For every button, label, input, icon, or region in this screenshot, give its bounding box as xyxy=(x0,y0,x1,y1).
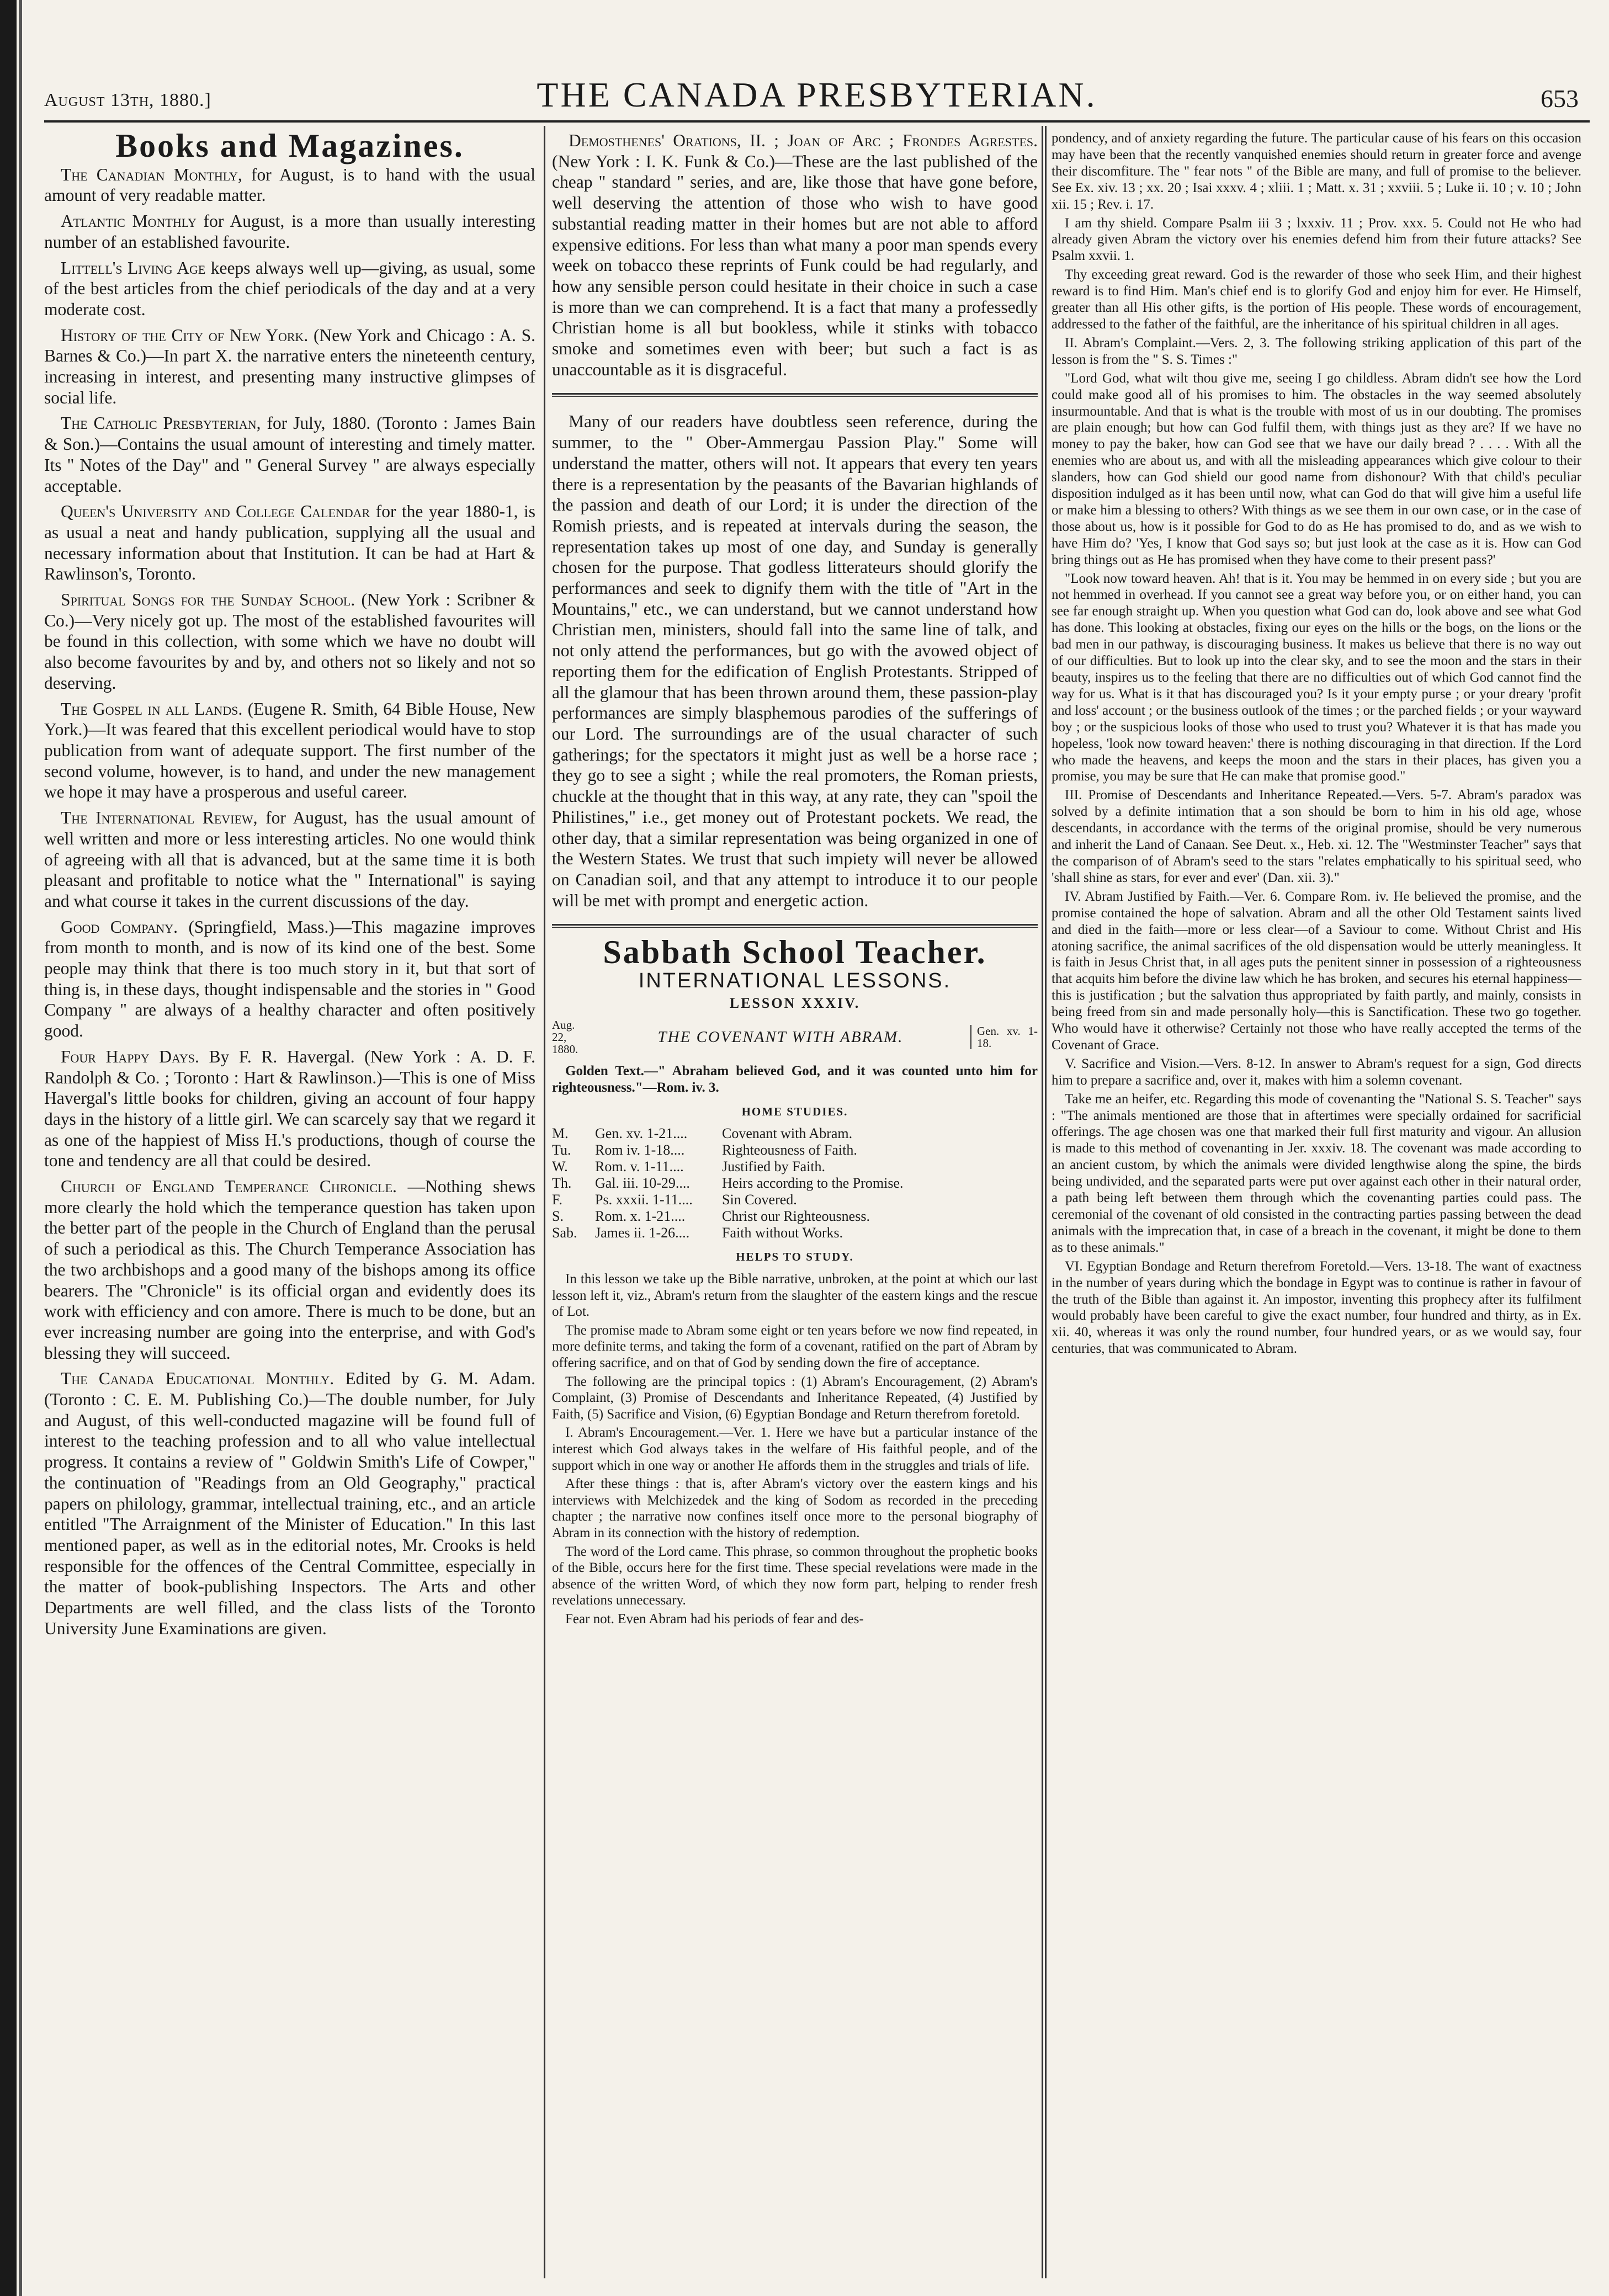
book-review-title: The Catholic Presbyterian, xyxy=(61,413,261,433)
lesson-paragraph: pondency, and of anxiety regarding the future. The particular cause of his fears on this occasion may have been that the recently vanquished enemies should return in greater force and avenge their discomfiture. The " fear nots " of the Bible are many, and full of promise to the believer. See Ex. xiv. 13 ; xx. 20 ; Isai xxxv. 4 ; xliii. 1 ; Matt. x. 31 ; xxviii. 5 ; Luke ii. 10 ; v. 10 ; John xii. 15 ; Rev. i. 17. xyxy=(1052,131,1581,212)
home-study-text: Righteousness of Faith. xyxy=(722,1142,857,1158)
book-review-title: Spiritual Songs for the Sunday School. xyxy=(61,590,355,610)
book-review-text: (Eugene R. Smith, 64 Bible House, New York.)—It was feared that this excellent periodical would have to stop publication from want of adequate support. The first number of the second volume, however, is to hand, and under the new management we hope it may have a prosperous and useful career. xyxy=(44,699,536,802)
book-review-item xyxy=(44,589,535,694)
home-studies-list xyxy=(552,1125,1038,1241)
sabbath-heading: Sabbath School Teacher. xyxy=(603,934,987,971)
lesson-paragraph: II. Abram's Complaint.—Vers. 2, 3. The following striking application of this part of the lesson is from the " S. S. Times :" xyxy=(1052,335,1581,367)
home-study-text: Covenant with Abram. xyxy=(722,1125,853,1142)
book-review-title: The Gospel in all Lands. xyxy=(61,699,243,719)
lesson-paragraph: III. Promise of Descendants and Inheritance Repeated.—Vers. 5-7. Abram's paradox was solved by a definite intimation that a son should be born to him in his old age, whose descendants, in accordance with the terms of the original promise, should be very numerous and inherit the Land of Canaan. See Deut. x., Heb. xi. 12. The "Westminster Teacher" says that the comparison of of Abram's seed to the stars "relates emphatically to his spiritual seed, who 'shall shine as stars, for ever and ever' (Dan. xii. 3)." xyxy=(1052,788,1581,885)
book-review-text: for July, 1880. (Toronto : James Bain & Son.)—Contains the usual amount of interesting and timely matter. Its " Notes of the Day" and " General Survey " are always especially acceptable. xyxy=(44,413,536,496)
home-study-day: Th. xyxy=(552,1175,572,1192)
binding-edge xyxy=(0,0,17,2296)
home-study-text: Heirs according to the Promise. xyxy=(722,1175,904,1192)
lesson-date: Aug. 22, 1880. xyxy=(552,1018,578,1056)
book-review-item xyxy=(44,1176,535,1363)
book-review-item xyxy=(44,501,535,584)
book-review-text: —Nothing shews more clearly the hold which the temperance question has taken upon the better part of the people in the Church of England than the perusal of such a periodical as this. The Church Temperance Association has the two archbishops and a good many of the bishops among its office bearers. The "Chronicle" is its official organ and evidently does its work with efficiency and con amore. There is much to be done, but an ever increasing number are going into the enterprise, and with God's blessing they will succeed. xyxy=(44,1177,536,1363)
book-review-title: The International Review, xyxy=(61,808,258,828)
passion-play-article: Many of our readers have doubtless seen reference, during the summer, to the " Ober-Ammergau Passion Play." Some will understand the matter, others will not. It appears that every ten years there is a representation by the peasants of the Bavarian highlands of the passion and death of our Lord; it is under the direction of the Romish priests, and is repeated at intervals during the season, the representation takes up most of one day, and Sunday is generally chosen for the purpose. That godless litterateurs should glorify the performances and seek to dignify them with the title of "Art in the Mountains," etc., we can understand, but we cannot understand how Christian men, ministers, should fall into the same line of talk, and not only attend the performances, but go with the avowed object of reporting them for the edification of English Protestants. Stripped of all the glamour that has been thrown around them, these passion-play performances are simply blasphemous parodies of the sufferings of our Lord. The surroundings are of the usual character of such gatherings; for the spectators it might just as well be a horse race ; they go to see a sight ; while the real promoters, the Roman priests, chuckle at the thought that in this way, at any rate, they can "spoil the Philistines," i.e., get money out of Protestant pockets. We read, the other day, that a similar representation was being organized in one of the Western States. We trust that such impiety will never be allowed on Canadian soil, and that any attempt to introduce it to our people will be met with prompt and energetic action. xyxy=(552,412,1038,910)
book-review-item xyxy=(44,807,535,912)
home-study-ref: Ps. xxxii. 1-11.... xyxy=(595,1192,693,1208)
lesson-paragraph: IV. Abram Justified by Faith.—Ver. 6. Compare Rom. iv. He believed the promise, and the promise contained the hope of salvation. Abram and all the other Old Testament saints lived and died in the faith—more or less clear—of a Saviour to come. Without Christ and His atoning sacrifice, the animal sacrifices of the old dispensation would be utterly meaningless. It is faith in Jesus Christ that, in all ages puts the penitent sinner in possession of a righteousness that acquits him before the divine law which he has broken, and secures his eternal happiness—this is justification ; but the salvation thus appropriated by faith partly, and mainly, consists in being freed from sin and made personally holy—this is Sanctification. These two go together. Who would have it otherwise? Certainly not those who have really accepted the terms of the Covenant of Grace. xyxy=(1052,889,1581,1053)
home-study-ref: Gal. iii. 10-29.... xyxy=(595,1175,690,1192)
help-paragraph: The following are the principal topics : (1) Abram's Encouragement, (2) Abram's Complaint, (3) Promise of Descendants and Inheritance Repeated, (4) Justified by Faith, (5) Sacrifice and Vision, (6) Egyptian Bondage and Return therefrom foretold. xyxy=(552,1374,1038,1422)
column-rule-1 xyxy=(544,126,545,2278)
book-review-item xyxy=(44,164,535,206)
book-review-title: Littell's Living Age xyxy=(61,258,206,278)
masthead-rule xyxy=(44,120,1590,123)
demosthenes-title: Demosthenes' Orations, II. ; Joan of Arc ; Frondes Agrestes. xyxy=(569,131,1038,150)
books-list xyxy=(44,164,535,1639)
helps-heading: HELPS TO STUDY. xyxy=(736,1250,854,1264)
column-books xyxy=(44,127,536,1644)
lesson-paragraph: I am thy shield. Compare Psalm iii 3 ; lxxxiv. 11 ; Prov. xxx. 5. Could not He who had already given Abram the victory over his enemies defend him from their future attacks? See Psalm xxvii. 1. xyxy=(1052,215,1581,264)
book-review-text: Edited by G. M. Adam. (Toronto : C. E. M. Publishing Co.)—The double number, for July and August, of this well-conducted magazine will be found full of interest to the teaching profession and to all who value intellectual progress. It contains a review of " Goldwin Smith's Life of Cowper," the continuation of "Readings from an Old Geography," practical papers on philology, grammar, intellectual training, etc., and an article entitled "The Arraignment of the Minister of Education." In this last mentioned paper, as well as in the editorial notes, Mr. Crooks is held responsible for the offences of the Central Committee, especially in the matter of book-publishing Inspectors. The Arts and other Departments are well filled, and the class lists of the Toronto University June Examinations are given. xyxy=(44,1369,535,1638)
home-study-row xyxy=(552,1225,1038,1241)
page-number: 653 xyxy=(1541,84,1579,113)
home-study-day: W. xyxy=(552,1158,568,1175)
home-study-row xyxy=(552,1125,1038,1142)
lesson-paragraph: "Look now toward heaven. Ah! that is it. You may be hemmed in on every side ; but you are not hemmed in overhead. If you cannot see a great way before you, or on either hand, you can see far enough straight up. When you question what God can do, look above and see what God has done. This looking at obstacles, fixing our eyes on the hills or the bogs, on the lions or the bad men in our pathway, is discouraging business. It makes us believe that there is no way out of our difficulties. But to look up into the clear sky, and to see the moon and the stars in their beauty, inspires us to the feeling that there are no difficulties out of which God cannot find the way for us. What is it that has discouraged you? Is it your empty purse ; or your dreary 'profit and loss' account ; or the business outlook of the times ; or the parched fields ; or your wayward boy ; or the suspicious looks of those who used to trust you? Whatever it is that has made you hopeless, 'look now toward heaven:' there is nothing discouraging in that direction. If the Lord who made the heavens, and keeps the moon and the stars in their places, has given you a promise, you may be sure that He can make that promise good." xyxy=(1052,571,1581,784)
column-rule-2a xyxy=(1042,126,1043,2278)
book-review-title: Four Happy Days. xyxy=(61,1046,199,1066)
home-study-day: S. xyxy=(552,1208,564,1225)
demosthenes-review xyxy=(552,130,1038,380)
book-review-item xyxy=(44,325,535,408)
masthead xyxy=(44,66,1590,119)
book-review-text: By F. R. Havergal. (New York : A. D. F. Randolph & Co. ; Toronto : Hart & Rawlinson.)—This is one of Miss Havergal's little books for children, giving an account of four happy days in the history of a little girl. We can scarcely say that we regard it as one of the happiest of Miss H.'s productions, though of course the tone and tendency are all that could be desired. xyxy=(44,1046,536,1171)
home-study-row xyxy=(552,1192,1038,1208)
section-divider xyxy=(552,924,1038,928)
home-study-ref: Rom. x. 1-21.... xyxy=(595,1208,686,1225)
newspaper-title: THE CANADA PRESBYTERIAN. xyxy=(537,75,1097,114)
help-paragraph: In this lesson we take up the Bible narrative, unbroken, at the point at which our last lesson left it, viz., Abram's return from the slaughter of the eastern kings and the rescue of Lot. xyxy=(552,1272,1038,1320)
home-study-text: Justified by Faith. xyxy=(722,1158,826,1175)
column-middle xyxy=(552,130,1038,1629)
home-study-day: M. xyxy=(552,1125,569,1142)
books-heading: Books and Magazines. xyxy=(115,127,464,164)
book-review-item xyxy=(44,1046,535,1171)
book-review-title: The Canadian Monthly, xyxy=(61,164,242,184)
helps-to-study xyxy=(552,1271,1038,1627)
home-study-text: Christ our Righteousness. xyxy=(722,1208,870,1225)
book-review-title: Atlantic Monthly xyxy=(61,211,197,231)
book-review-title: Good Company. xyxy=(61,917,178,937)
lesson-paragraph: VI. Egyptian Bondage and Return therefrom Foretold.—Vers. 13-18. The want of exactness in the number of years during which the bondage in Egypt was to continue is rather in favour of the truth of the Bible than against it. An impostor, inventing this prophecy after its fulfilment would probably have been careful to give the exact number, four hundred and thirty, as in Ex. xii. 40, whereas it was only the round number, four hundred years, or as we would say, four centuries, that was communicated to Abram. xyxy=(1052,1258,1581,1357)
home-study-ref: Rom. v. 1-11.... xyxy=(595,1158,684,1175)
book-review-item xyxy=(44,413,535,496)
book-review-text: (New York and Chicago : A. S. Barnes & Co.)—In part X. the narrative enters the nineteenth century, increasing in interest, and presenting many instructive glimpses of social life. xyxy=(44,325,536,407)
binding-shadow xyxy=(19,0,22,2296)
lesson-paragraph: V. Sacrifice and Vision.—Vers. 8-12. In answer to Abram's request for a sign, God directs him to prepare a sacrifice and, over it, makes with him a solemn covenant. xyxy=(1052,1056,1581,1088)
help-paragraph: Fear not. Even Abram had his periods of fear and des- xyxy=(565,1611,864,1627)
book-review-text: keeps always well up—giving, as usual, some of the best articles from the chief periodicals of the day and at a very moderate cost. xyxy=(44,258,535,319)
book-review-title: Queen's University and College Calendar xyxy=(61,502,370,522)
help-paragraph: The word of the Lord came. This phrase, so common throughout the prophetic books of the Bible, occurs here for the first time. These special revelations were made in the absence of the written Word, of which they now form part, helping to render fresh revelations unnecessary. xyxy=(552,1544,1038,1608)
book-review-text: (Springfield, Mass.)—This magazine improves from month to month, and is now of its kind one of the best. Some people may think that there is too much story in it, but that sort of thing is, in these days, thought indispensable and the stories in " Good Company " are always of a healthy character and often positively good. xyxy=(44,917,536,1041)
lesson-title-row xyxy=(552,1019,1038,1055)
book-review-item xyxy=(44,211,535,252)
home-study-ref: Gen. xv. 1-21.... xyxy=(595,1125,688,1142)
book-review-item xyxy=(44,258,535,320)
book-review-text: for August, has the usual amount of well written and more or less interesting articles. No one would think of agreeing with all that is advanced, but at the same time it is both pleasant and profitable to notice what the " International" is saying and what course it takes in the current discussions of the day. xyxy=(44,808,535,911)
lesson-paragraph: "Lord God, what wilt thou give me, seeing I go childless. Abram didn't see how the Lord could make good all of his promises to him. The obstacles in the way seemed absolutely insurmountable. And that is what is the trouble with most of us in our doubting. The promises are plain enough; but how can God fulfil them, with things just as they are? If we have no money to pay the baker, how can God see that we have our daily bread ? . . . . With all the enemies who are about us, and with all the misleading appearances which give colour to their slanders, how can God shield our good name from dishonour? With that child's peculiar disposition indulged as it has been until now, what can God do that will give him a useful life or make him a blessing to others? With things as we see them in our own case, or in the case of those about us, how is it possible for God to do as He has promised to do, and as we wish to have Him do? 'Yes, I know that God says so; but just look at the case as it is. How can God bring things out as He has promised when they have come to their present pass?' xyxy=(1052,370,1581,567)
section-divider xyxy=(552,393,1038,397)
column-lesson-continued xyxy=(1052,130,1581,1359)
issue-date: August 13th, 1880.] xyxy=(44,90,211,110)
lesson-number: LESSON XXXIV. xyxy=(729,995,861,1011)
home-studies-heading: HOME STUDIES. xyxy=(741,1104,848,1118)
home-study-row xyxy=(552,1175,1038,1192)
book-review-title: The Canada Educational Monthly. xyxy=(61,1369,334,1389)
column-rule-2b xyxy=(1045,126,1047,2278)
lesson-reference: Gen. xv. 1-18. xyxy=(970,1025,1038,1049)
book-review-title: History of the City of New York. xyxy=(61,325,309,345)
golden-text: Golden Text.—" Abraham believed God, and it was counted unto him for righteousness."—Rom. iv. 3. xyxy=(552,1064,1038,1096)
home-study-ref: James ii. 1-26.... xyxy=(595,1225,690,1241)
book-review-item xyxy=(44,699,535,803)
home-study-row xyxy=(552,1142,1038,1158)
book-review-title: Church of England Temperance Chronicle. xyxy=(61,1177,397,1197)
home-study-day: F. xyxy=(552,1192,562,1208)
home-study-row xyxy=(552,1208,1038,1225)
home-study-ref: Rom iv. 1-18.... xyxy=(595,1142,685,1158)
help-paragraph: The promise made to Abram some eight or ten years before we now find repeated, in more definite terms, and taking the form of a covenant, ratified on the part of Abram by offering sacrifice, and on that of God by sending down the fire of acceptance. xyxy=(552,1322,1038,1370)
home-study-row xyxy=(552,1158,1038,1175)
help-paragraph: I. Abram's Encouragement.—Ver. 1. Here we have but a particular instance of the interest which God always takes in the welfare of His faithful people, and of the support which in one way or another He affords them in the struggles and trials of life. xyxy=(552,1425,1038,1473)
book-review-text: (New York : Scribner & Co.)—Very nicely got up. The most of the established favourites will be found in this collection, with some which we have no doubt will also become favourites by and by, and others not so likely and not so deserving. xyxy=(44,590,535,693)
home-study-text: Sin Covered. xyxy=(722,1192,797,1208)
lesson-title: THE COVENANT WITH ABRAM. xyxy=(657,1028,904,1046)
international-lessons-title: INTERNATIONAL LESSONS. xyxy=(638,969,952,993)
book-review-text: for August, is to hand with the usual amount of very readable matter. xyxy=(44,164,535,205)
lesson-paragraph: Thy exceeding great reward. God is the rewarder of those who seek Him, and their highest reward is to find Him. Man's chief end is to glorify God and enjoy him for ever. He Himself, greater than all His other gifts, is the portion of His people. These words of encouragement, addressed to the father of the faithful, are the inheritance of his spiritual children in all ages. xyxy=(1052,267,1581,332)
home-study-day: Tu. xyxy=(552,1142,571,1158)
home-study-day: Sab. xyxy=(552,1225,577,1241)
demosthenes-text: (New York : I. K. Funk & Co.)—These are the last published of the cheap " standard " series, and are, like those that have gone before, well deserving the attention of those who wish to have good substantial reading matter in their homes but are not able to afford expensive editions. For less than what many a poor man spends every week on tobacco these reprints of Funk could be had regularly, and how any sensible person could hesitate in their choice in such a case is more than we can comprehend. It is a fact that many a professedly Christian home is all but bookless, while it stinks with tobacco smoke and sometimes even with beer; but such a fact is as unaccountable as it is disgraceful. xyxy=(552,151,1038,379)
book-review-text: for August, is a more than usually interesting number of an established favourite. xyxy=(44,211,535,252)
book-review-item xyxy=(44,917,535,1041)
book-review-item xyxy=(44,1368,535,1639)
home-study-text: Faith without Works. xyxy=(722,1225,843,1241)
lesson-paragraph: Take me an heifer, etc. Regarding this mode of covenanting the "National S. S. Teacher" says : "The animals mentioned are those that in aftertimes were specially ordained for sacrificial offerings. The age chosen was one that marked their full first maturity and vigour. An allusion is made to this method of covenanting in Jer. xxxiv. 18. The covenant was made according to an ancient custom, by which the animals were divided lengthwise along the spine, the birds being undivided, and the separated parts were put over against each other in their natural order, a path being left between them through which the covenanting parties could pass. The ceremonial of the covenant of old consisted in the contracting parties passing between the dead animals with the imprecation that, in case of a breach in the covenant, it might be done to them as to these animals." xyxy=(1052,1091,1581,1255)
help-paragraph: After these things : that is, after Abram's victory over the eastern kings and his interviews with Melchizedek and the king of Sodom as recorded in the preceding chapter ; the narrative now confines itself once more to the personal biography of Abram in its connection with the history of redemption. xyxy=(552,1476,1038,1540)
book-review-text: for the year 1880-1, is as usual a neat and handy publication, supplying all the usual and necessary information about that Institution. It can be had at Hart & Rawlinson's, Toronto. xyxy=(44,502,536,584)
